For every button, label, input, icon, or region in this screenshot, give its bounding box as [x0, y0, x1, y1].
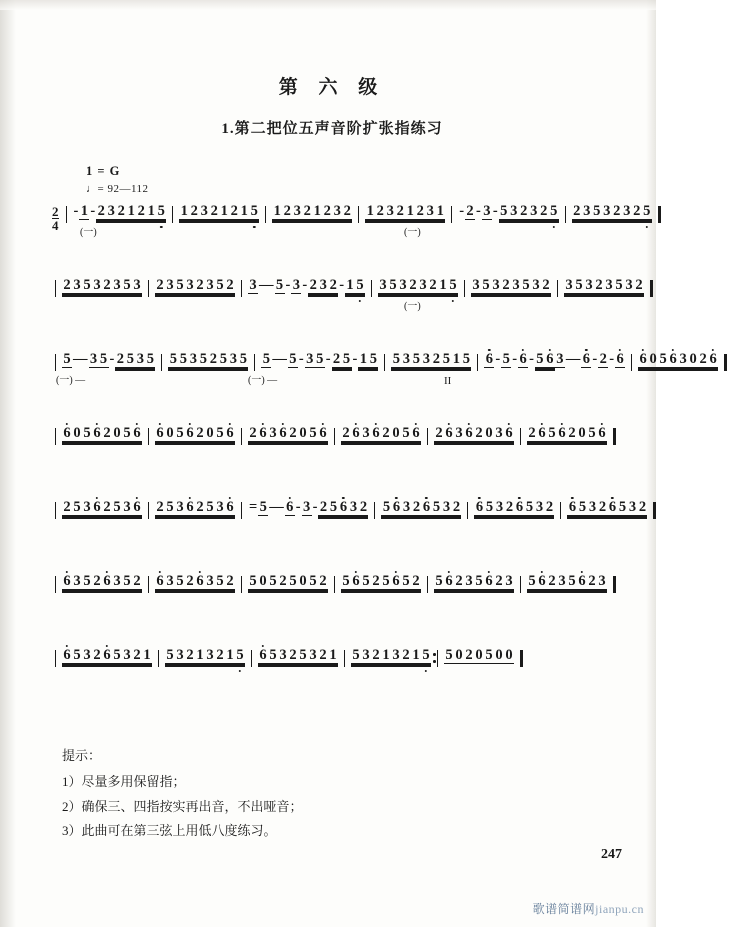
- barline: [161, 354, 162, 371]
- tempo-marking: ♩= 92—112: [86, 183, 149, 196]
- staff-system: [52, 648, 612, 722]
- measure: 2 5 3 6 2 5 3 6: [156, 499, 234, 516]
- barline: [55, 280, 56, 297]
- measure: 2 6 3 6 2 0 5 6: [249, 425, 327, 442]
- repeat-barline: [437, 650, 438, 667]
- position-marking: II: [444, 375, 452, 388]
- barline: [658, 206, 661, 223]
- measure: 1 2 3 2 1 2 1 5: [180, 203, 258, 220]
- measure: 6 5 3 2 6 5 3 2: [475, 499, 554, 516]
- score-metadata: [86, 162, 612, 198]
- barline: [55, 428, 56, 445]
- measure: 5 3 5 3 2 5 1 5: [392, 351, 470, 368]
- measure: - 2 - 3 - 5 3 2 3 2 5: [459, 203, 558, 220]
- barline: [148, 280, 149, 297]
- measure: 5 6 2 3 5 6 2 3: [435, 573, 513, 590]
- barline: [241, 280, 242, 297]
- watermark-english: jianpu.cn: [595, 902, 644, 916]
- page-edge-shadow-left: [0, 0, 16, 927]
- barline: [344, 650, 345, 667]
- barline: [557, 280, 558, 297]
- fingering-annotation: (一): [404, 227, 421, 239]
- measure: 2 6 3 6 2 0 3 6: [435, 425, 513, 442]
- measure: 6 0 5 6 2 0 5 6: [156, 425, 234, 442]
- barline: [427, 576, 428, 593]
- measure: 2 3 5 3 2 3 2 5: [573, 203, 651, 220]
- barline: [55, 576, 56, 593]
- key-signature: 1 = G: [86, 164, 121, 178]
- fingering-annotation: (一) —: [56, 375, 86, 387]
- tips-section: [62, 744, 612, 842]
- grade-title: 第 六 级: [278, 77, 386, 98]
- measure: 5 3 2 1 3 2 1 5: [352, 647, 430, 664]
- page-edge-shadow-right: [646, 0, 656, 927]
- barline: [148, 428, 149, 445]
- tip-item: 1）尽量多用保留指；: [62, 774, 186, 790]
- barline: [613, 576, 616, 593]
- fingering-annotation: (一): [404, 301, 421, 313]
- measure: 6 0 5 6 3 0 2 6: [639, 351, 717, 368]
- staff-system: [52, 351, 717, 426]
- tip-item: 2）确保三、四指按实再出音，不出哑音；: [62, 798, 303, 814]
- measure: 5 5 3 5 2 5 3 5: [169, 351, 247, 368]
- barline: [467, 502, 468, 519]
- barline: [254, 354, 255, 371]
- jianpu-staff-area: [52, 203, 717, 722]
- barline: [241, 428, 242, 445]
- measure: 6 3 5 2 6 3 5 2: [156, 573, 234, 590]
- measure: 3 5 3 2 3 5 3 2: [472, 277, 550, 294]
- barline: [148, 576, 149, 593]
- measure: 5 0 2 0 5 0 0: [445, 647, 513, 664]
- barline: [520, 428, 521, 445]
- measure: - 1 - 2 3 2 1 2 1 5: [73, 203, 165, 220]
- measure: 2 6 5 6 2 0 5 6: [528, 425, 606, 442]
- barline: [371, 280, 372, 297]
- measure: = 5 — 6 - 3 - 2 5 6 3 2: [249, 499, 368, 516]
- measure: 6 0 5 6 2 0 5 6: [63, 425, 141, 442]
- measure: 3 5 3 2 3 2 1 5: [379, 277, 457, 294]
- barline: [650, 280, 653, 297]
- final-barline: [520, 650, 523, 667]
- barline: [613, 428, 616, 445]
- tips-heading: 提示：: [62, 748, 102, 764]
- barline: [427, 428, 428, 445]
- measure: 5 3 2 1 3 2 1 5: [166, 647, 244, 664]
- barline: [560, 502, 561, 519]
- measure: 5 0 5 2 5 0 5 2: [249, 573, 327, 590]
- staff-system: [52, 203, 651, 278]
- measure: 5 6 2 3 5 6 2 3: [528, 573, 606, 590]
- measure: 2 3 5 3 2 3 5 3: [63, 277, 141, 294]
- barline: [451, 206, 452, 223]
- barline: [241, 502, 242, 519]
- measure: 5 — 3 5 - 2 5 3 5: [63, 351, 154, 368]
- barline: [464, 280, 465, 297]
- barline: [265, 206, 266, 223]
- barline: [251, 650, 252, 667]
- barline: [158, 650, 159, 667]
- barline: [384, 354, 385, 371]
- measure: 2 6 3 6 2 0 5 6: [342, 425, 420, 442]
- measure: 6 5 3 2 6 5 3 2 1: [63, 647, 151, 664]
- barline: [148, 502, 149, 519]
- staff-system: [52, 277, 643, 352]
- time-signature: $\frac{2}{4}$: [52, 204, 59, 234]
- measure: 3 5 3 2 3 5 3 2: [565, 277, 643, 294]
- barline: [55, 502, 56, 519]
- measure: 5 6 3 2 6 5 3 2: [382, 499, 461, 516]
- watermark-chinese: 歌谱简谱网: [532, 902, 596, 916]
- watermark: [533, 900, 644, 917]
- measure: 2 3 5 3 2 3 5 2: [156, 277, 234, 294]
- measure: 1 2 3 2 1 2 3 2: [273, 203, 351, 220]
- fingering-annotation: (一) —: [248, 375, 278, 387]
- fingering-annotation: (一): [80, 227, 97, 239]
- barline: [241, 576, 242, 593]
- piece-title: 1.第二把位五声音阶扩张指练习: [221, 121, 443, 137]
- measure: 1 2 3 2 1 2 3 1: [366, 203, 444, 220]
- barline: [477, 354, 478, 371]
- measure: 2 5 3 6 2 5 3 6: [63, 499, 141, 516]
- barline: [520, 576, 521, 593]
- measure: 6 5 3 2 6 5 3 2: [568, 499, 647, 516]
- measure: 6 5 3 2 5 3 2 1: [259, 647, 337, 664]
- barline: [724, 354, 727, 371]
- barline: [565, 206, 566, 223]
- barline: [55, 354, 56, 371]
- barline: [358, 206, 359, 223]
- barline: [334, 576, 335, 593]
- staff-system: [52, 426, 612, 500]
- tip-item: 3）此曲可在第三弦上用低八度练习。: [62, 822, 277, 838]
- barline: [55, 650, 56, 667]
- measure: 3 — 5 - 3 - 2 3 2 - 1 5: [249, 277, 364, 294]
- barline: [374, 502, 375, 519]
- barline: [66, 206, 67, 223]
- barline: [172, 206, 173, 223]
- barline: [653, 502, 656, 519]
- staff-system: [52, 499, 647, 574]
- measure: 6 3 5 2 6 3 5 2: [63, 573, 141, 590]
- barline: [631, 354, 632, 371]
- measure: 5 — 5 - 3 5 - 2 5 - 1 5: [262, 351, 377, 368]
- measure: 5 6 5 2 5 6 5 2: [342, 573, 420, 590]
- measure: 6 - 5 - 6 - 5 6 3 — 6 - 2 - 6: [485, 351, 624, 368]
- page-number: 247: [601, 847, 622, 862]
- staff-system: [52, 574, 612, 648]
- barline: [334, 428, 335, 445]
